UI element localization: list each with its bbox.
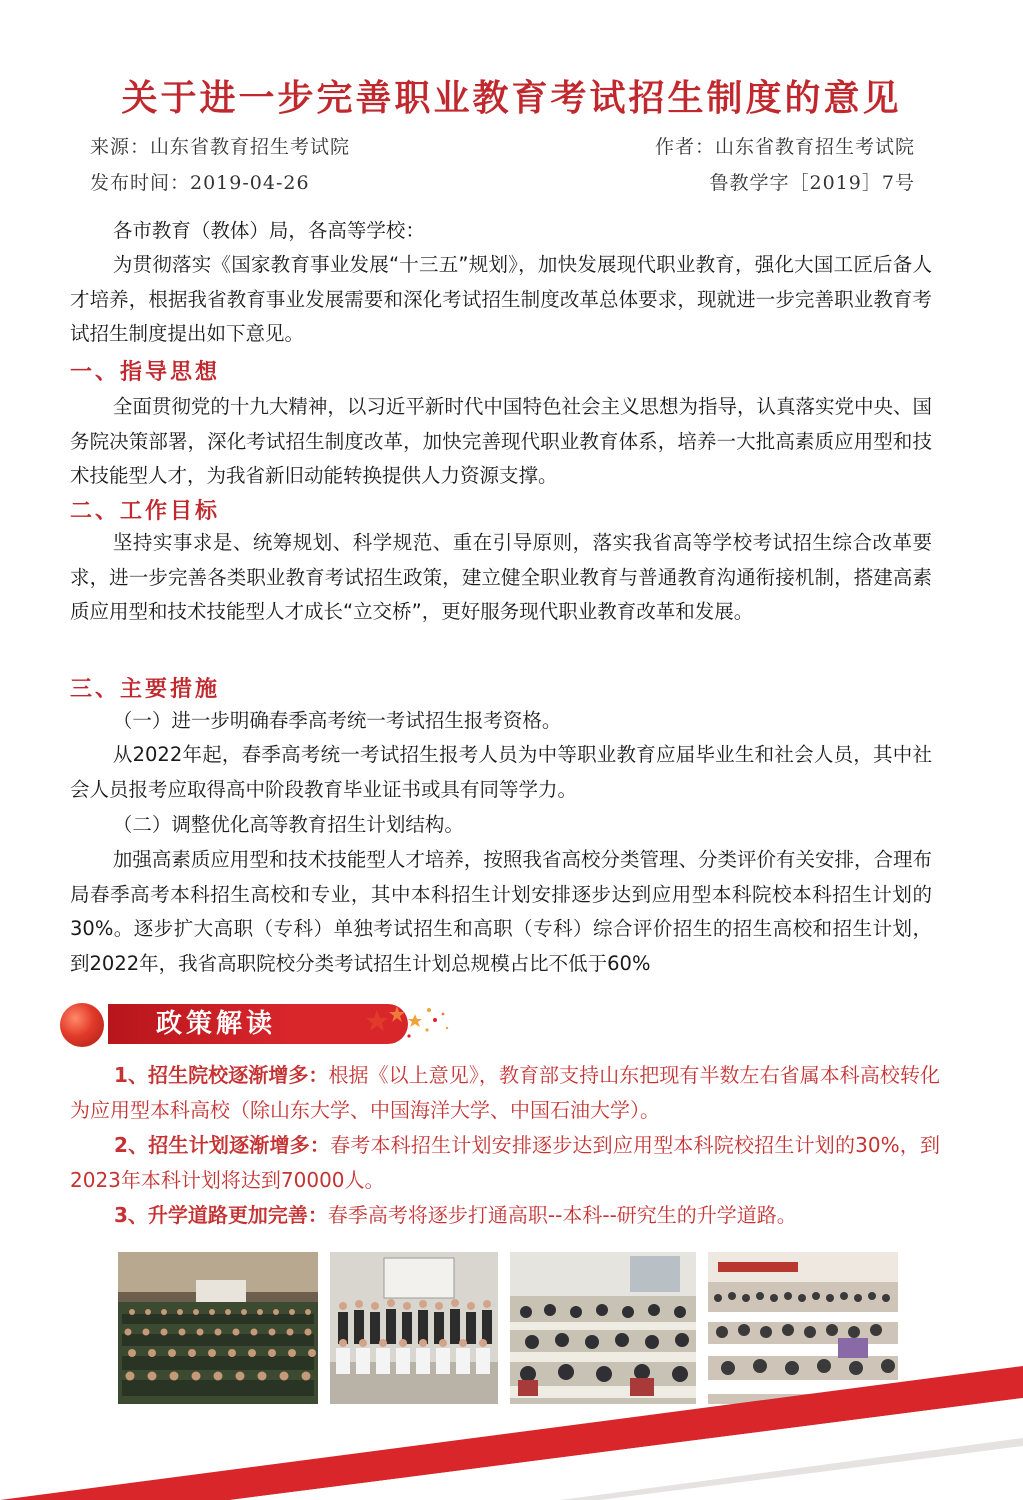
banner-label: 政策解读 bbox=[156, 1009, 277, 1039]
section-heading-guiding-ideology: 一、指导思想 bbox=[70, 360, 221, 385]
interpretation-item-2 bbox=[70, 1128, 940, 1198]
section-paragraph-guiding-ideology: 全面贯彻党的十九大精神，以习近平新时代中国特色社会主义思想为指导，认真落实党中央、国务院决策部署，深化考试招生制度改革，加快完善现代职业教育体系，培养一大批高素质应用型和技术技能型人才，为我省新旧动能转换提供人力资源支撑。 bbox=[70, 395, 932, 487]
interpretation-item-1-lead: 1、招生院校逐渐增多： bbox=[114, 1063, 329, 1087]
interpretation-item-2-text: 春考本科招生计划安排逐步达到应用型本科院校招生计划的30%，到2023年本科计划将达到70000人。 bbox=[70, 1133, 941, 1192]
interpretation-item-3 bbox=[70, 1198, 940, 1233]
document-title: 关于进一步完善职业教育考试招生制度的意见 bbox=[121, 77, 902, 119]
source-line: 来源：山东省教育招生考试院 bbox=[90, 136, 351, 158]
measure-2-title: （二）调整优化高等教育招生计划结构。 bbox=[112, 813, 464, 836]
measure-2-paragraph: 加强高素质应用型和技术技能型人才培养，按照我省高校分类管理、分类评价有关安排，合理布局春季高考本科招生高校和专业，其中本科招生计划安排逐步达到应用型本科院校本科招生计划的30%。逐步扩大高职（专科）单独考试招生和高职（专科）综合评价招生的招生高校和招生计划，到2022年，我省高职院校分类考试招生计划总规模占比不低于60% bbox=[70, 848, 932, 975]
interpretation-item-1 bbox=[70, 1058, 940, 1128]
salutation: 各市教育（教体）局，各高等学校： bbox=[112, 219, 425, 242]
publish-date: 发布时间：2019-04-26 bbox=[90, 172, 310, 194]
document-number: 鲁教学字［2019］7号 bbox=[709, 172, 915, 194]
section-heading-work-goals: 二、工作目标 bbox=[70, 499, 221, 524]
banner-ball-icon bbox=[60, 1003, 104, 1047]
interpretation-item-3-text: 春季高考将逐步打通高职--本科--研究生的升学道路。 bbox=[327, 1203, 797, 1227]
author-line: 作者：山东省教育招生考试院 bbox=[654, 136, 915, 158]
interpretation-item-2-lead: 2、招生计划逐渐增多： bbox=[114, 1133, 331, 1157]
stars-decoration-icon bbox=[363, 998, 453, 1048]
measure-1-title: （一）进一步明确春季高考统一考试招生报考资格。 bbox=[112, 709, 562, 732]
intro-paragraph: 为贯彻落实《国家教育事业发展“十三五”规划》，加快发展现代职业教育，强化大国工匠后备人才培养，根据我省教育事业发展需要和深化考试招生制度改革总体要求，现就进一步完善职业教育考试招生制度提出如下意见。 bbox=[70, 253, 932, 345]
bottom-red-stripe-decoration bbox=[0, 1330, 1023, 1500]
policy-interpretation-banner bbox=[58, 998, 448, 1048]
interpretation-item-3-lead: 3、升学道路更加完善： bbox=[114, 1203, 328, 1227]
section-paragraph-work-goals: 坚持实事求是、统筹规划、科学规范、重在引导原则，落实我省高等学校考试招生综合改革要求，进一步完善各类职业教育考试招生政策，建立健全职业教育与普通教育沟通衔接机制，搭建高素质应用型和技术技能型人才成长“立交桥”，更好服务现代职业教育改革和发展。 bbox=[70, 531, 932, 623]
measure-1-paragraph: 从2022年起，春季高考统一考试招生报考人员为中等职业教育应届毕业生和社会人员，其中社会人员报考应取得高中阶段教育毕业证书或具有同等学力。 bbox=[70, 743, 932, 801]
interpretation-item-1-text: 根据《以上意见》，教育部支持山东把现有半数左右省属本科高校转化为应用型本科高校（除山东大学、中国海洋大学、中国石油大学）。 bbox=[70, 1063, 941, 1122]
section-heading-main-measures: 三、主要措施 bbox=[70, 677, 221, 702]
